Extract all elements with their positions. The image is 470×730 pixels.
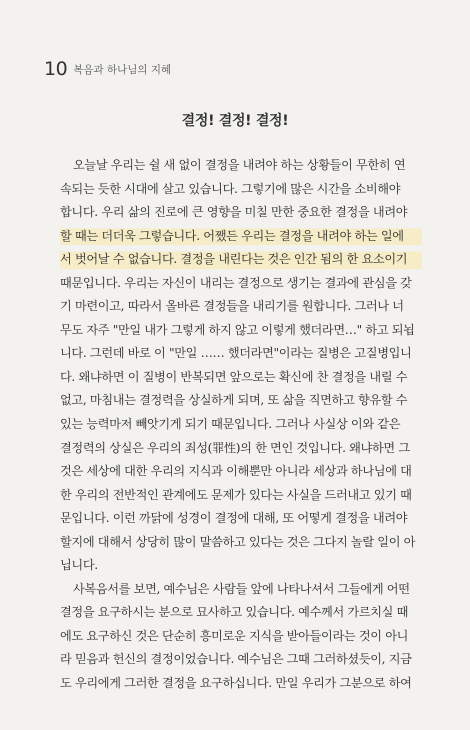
section-title: 결정! 결정! 결정!: [181, 113, 289, 129]
text-line: 에도 요구하신 것은 단순히 흥미로운 지식을 받아들이라는 것이 아니: [60, 628, 409, 643]
text-line: 문입니다. 이런 까닭에 성경이 결정에 대해, 또 어떻게 결정을 내려야: [60, 511, 408, 526]
text-line: 기 마련이고, 따라서 올바른 결정들을 내리기를 원합니다. 그러나 너: [60, 299, 404, 314]
text-line: 닙니다.: [60, 558, 98, 573]
text-line: 라 믿음과 헌신의 결정이었습니다. 예수님은 그때 그러하셨듯이, 지금: [60, 652, 412, 667]
text-line: 결정을 요구하시는 분으로 묘사하고 있습니다. 예수께서 가르치실 때: [60, 605, 409, 620]
chapter-number: 10: [44, 58, 68, 80]
text-line: 사복음서를 보면, 예수님은 사람들 앞에 나타나셔서 그들에게 어떤: [73, 581, 410, 596]
text-line: 속되는 듯한 시대에 살고 있습니다. 그렇기에 많은 시간을 소비해야: [60, 181, 401, 196]
text-line: 다. 왜냐하면 이 질병이 반복되면 앞으로는 확신에 찬 결정을 내릴 수: [60, 369, 408, 384]
text-line: 오늘날 우리는 쉴 새 없이 결정을 내려야 하는 상황들이 무한히 연: [73, 158, 406, 172]
text-line-highlighted: 할 때는 더더욱 그렇습니다. 어쨌든 우리는 결정을 내려야 하는 일에: [60, 225, 422, 249]
running-header: [44, 58, 171, 80]
text-line: 없고, 마침내는 결정력을 상실하게 되며, 또 삶을 직면하고 향유할 수: [60, 393, 408, 408]
text-line: 것은 세상에 대한 우리의 지식과 이해뿐만 아니라 세상과 하나님에 대: [60, 464, 412, 479]
text-line: 한 우리의 전반적인 관계에도 문제가 있다는 사실을 드러내고 있기 때: [60, 487, 412, 502]
text-line: 합니다. 우리 삶의 진로에 큰 영향을 미칠 만한 중요한 결정을 내려야: [60, 205, 408, 220]
text-line: 도 우리에게 그러한 결정을 요구하십니다. 만일 우리가 그분으로 하여: [60, 676, 412, 691]
text-line: 있는 능력마저 빼앗기게 되기 때문입니다. 그러나 사실상 이와 같은: [60, 417, 401, 432]
body-text: [60, 154, 422, 696]
text-line: 할지에 대해서 상당히 많이 말씀하고 있다는 것은 그다지 놀랄 일이 아: [60, 534, 416, 549]
text-line: 때문입니다. 우리는 자신이 내리는 결정으로 생기는 결과에 관심을 갖: [60, 275, 412, 290]
text-line: 니다. 그런데 바로 이 "만일 …… 했더라면"이라는 질병은 고질병입니: [60, 346, 412, 361]
chapter-title: 복음과 하나님의 지혜: [73, 64, 172, 76]
text-line: 결정력의 상실은 우리의 죄성(罪性)의 한 면인 것입니다. 왜냐하면 그: [60, 440, 410, 455]
text-line: 무도 자주 "만일 내가 그렇게 하지 않고 이렇게 했더라면…" 하고 되뇝: [60, 322, 415, 337]
text-line-highlighted: 서 벗어날 수 없습니다. 결정을 내린다는 것은 인간 됨의 한 요소이기: [60, 248, 422, 272]
